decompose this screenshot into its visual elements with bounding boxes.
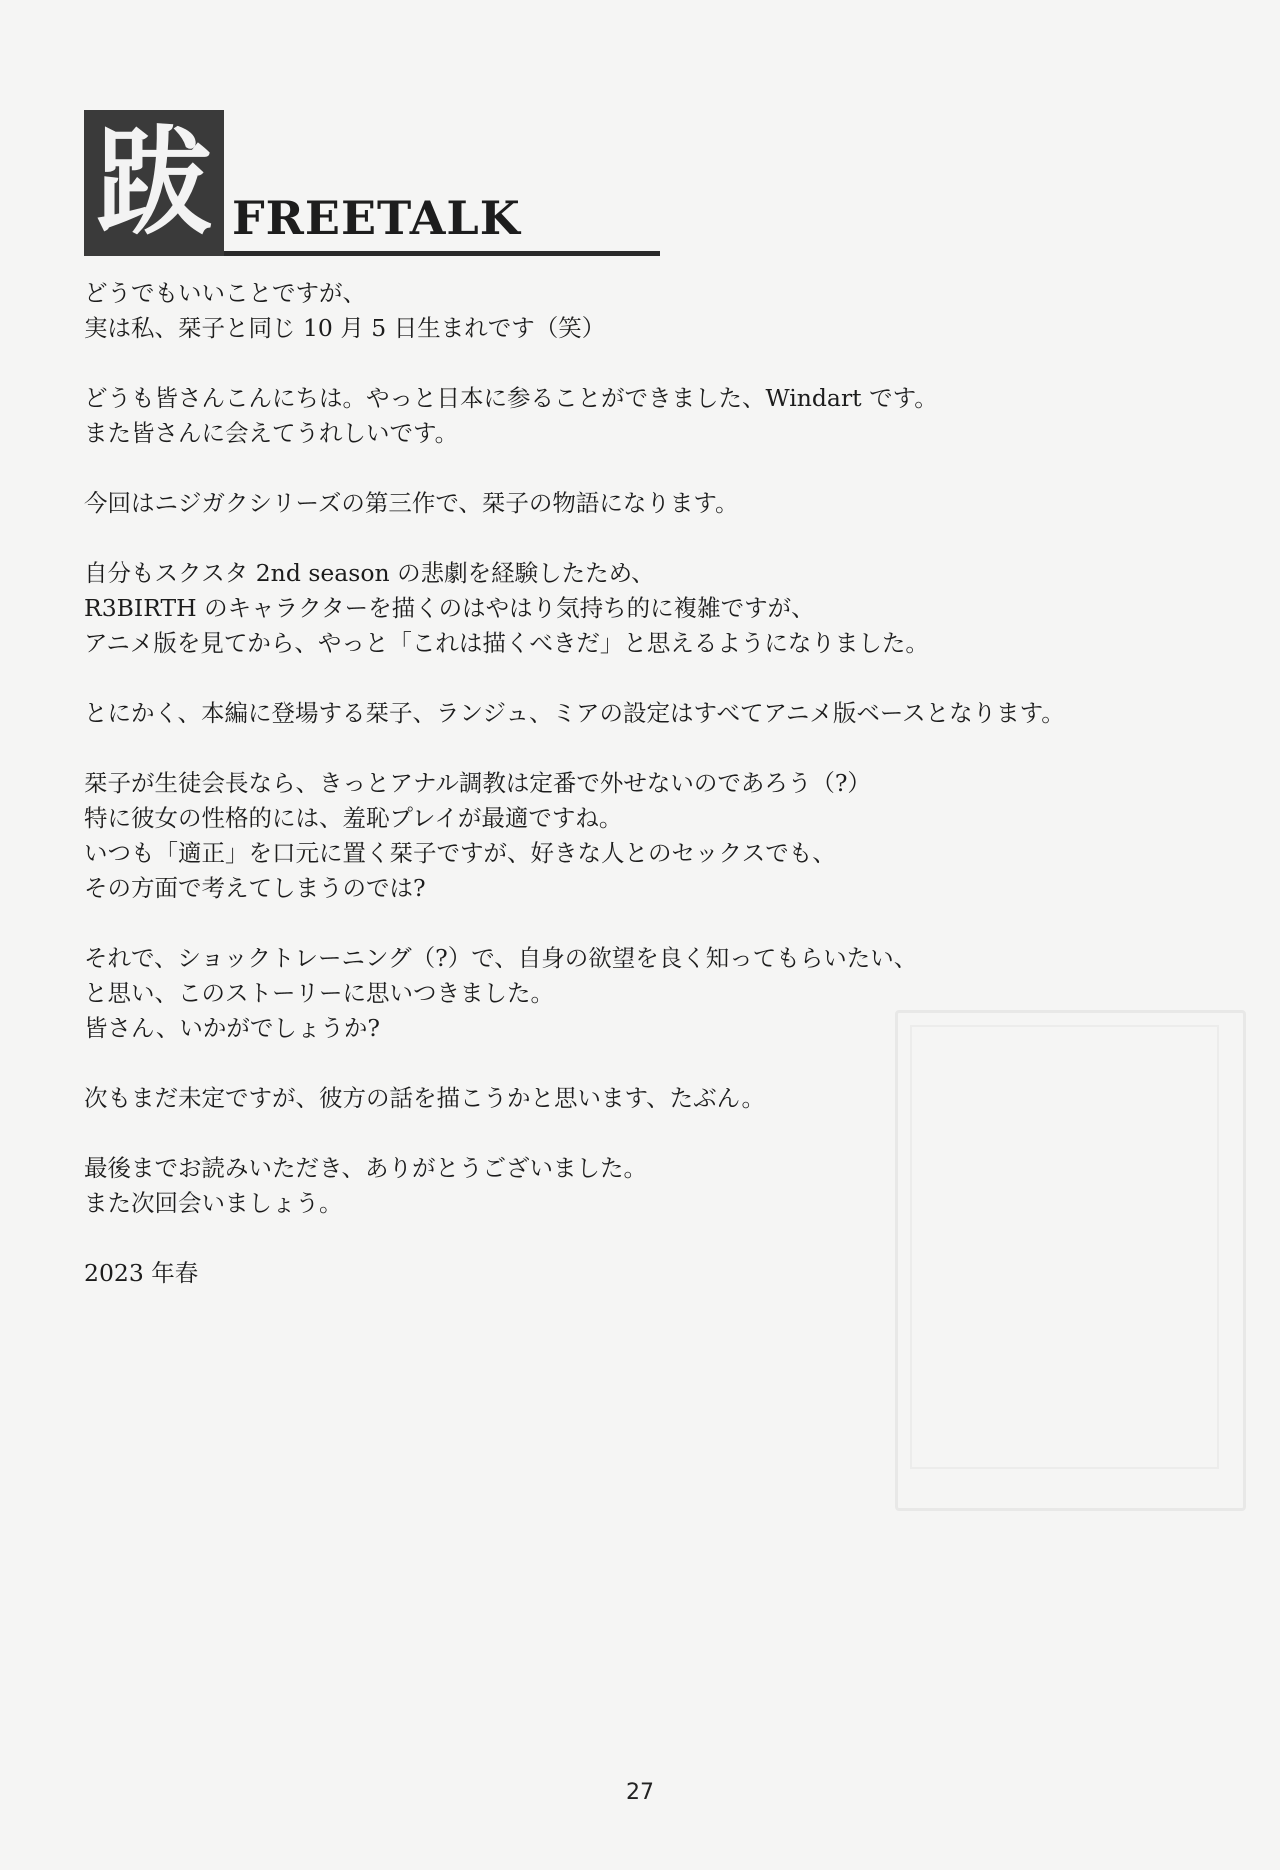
text-line: と思い、このストーリーに思いつきました。 bbox=[84, 979, 554, 1007]
heading-title: FREETALK bbox=[232, 191, 521, 245]
text-line: また皆さんに会えてうれしいです。 bbox=[84, 419, 459, 447]
text-line: 2023 年春 bbox=[84, 1259, 199, 1287]
paragraph bbox=[84, 1081, 1204, 1116]
text-line: 自分もスクスタ 2nd season の悲劇を経験したため、 bbox=[84, 559, 655, 587]
text-line: その方面で考えてしまうのでは? bbox=[84, 874, 426, 902]
text-line: 皆さん、いかがでしょうか? bbox=[84, 1014, 381, 1042]
paragraph bbox=[84, 696, 1204, 731]
freetalk-body bbox=[84, 276, 1204, 1291]
text-line: 最後までお読みいただき、ありがとうございました。 bbox=[84, 1154, 648, 1182]
paragraph bbox=[84, 381, 1204, 451]
paragraph bbox=[84, 766, 1204, 906]
section-heading bbox=[84, 110, 580, 256]
paragraph bbox=[84, 276, 1204, 346]
text-line: 今回はニジガクシリーズの第三作で、栞子の物語になります。 bbox=[84, 489, 739, 517]
text-line: どうも皆さんこんにちは。やっと日本に参ることができました、Windart です。 bbox=[84, 384, 938, 412]
heading-kanji-box: 跋 bbox=[84, 110, 224, 256]
page-number: 27 bbox=[626, 1780, 654, 1805]
text-line: どうでもいいことですが、 bbox=[84, 279, 366, 307]
text-line: 次もまだ未定ですが、彼方の話を描こうかと思います、たぶん。 bbox=[84, 1084, 766, 1112]
paragraph bbox=[84, 1151, 1204, 1221]
paragraph bbox=[84, 941, 1204, 1046]
text-line: 栞子が生徒会長なら、きっとアナル調教は定番で外せないのであろう（?） bbox=[84, 769, 871, 797]
text-line: とにかく、本編に登場する栞子、ランジュ、ミアの設定はすべてアニメ版ベースとなります。 bbox=[84, 699, 1065, 727]
text-line: 特に彼女の性格的には、羞恥プレイが最適ですね。 bbox=[84, 804, 623, 832]
text-line: R3BIRTH のキャラクターを描くのはやはり気持ち的に複雑ですが、 bbox=[84, 594, 815, 622]
paragraph bbox=[84, 556, 1204, 661]
paragraph bbox=[84, 486, 1204, 521]
text-line: いつも「適正」を口元に置く栞子ですが、好きな人とのセックスでも、 bbox=[84, 839, 836, 867]
text-line: アニメ版を見てから、やっと「これは描くべきだ」と思えるようになりました。 bbox=[84, 629, 929, 657]
text-line: 実は私、栞子と同じ 10 月 5 日生まれです（笑） bbox=[84, 314, 606, 342]
paragraph bbox=[84, 1256, 1204, 1291]
text-line: それで、ショックトレーニング（?）で、自身の欲望を良く知ってもらいたい、 bbox=[84, 944, 918, 972]
text-line: また次回会いましょう。 bbox=[84, 1189, 343, 1217]
heading-underline bbox=[224, 251, 660, 256]
